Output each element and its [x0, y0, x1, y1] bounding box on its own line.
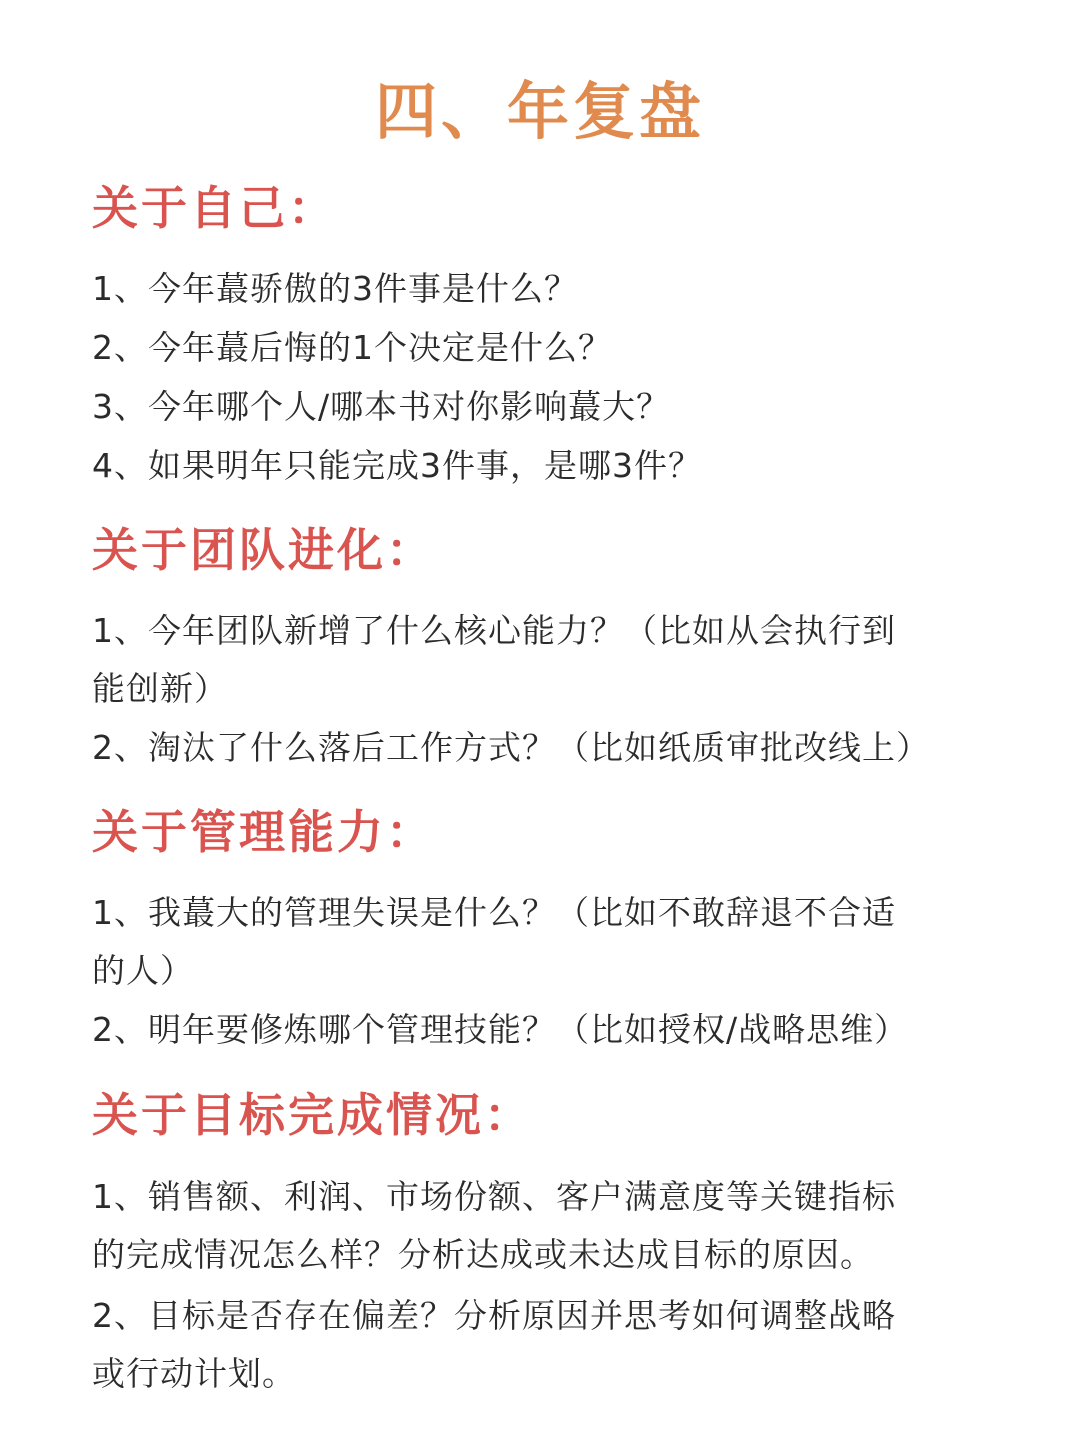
- list-item-line: 1、我蕞大的管理失误是什么？（比如不敢辞退不合适: [92, 893, 896, 932]
- list-item: [92, 884, 992, 1000]
- list-item-line: 1、销售额、利润、市场份额、客户满意度等关键指标: [92, 1177, 896, 1216]
- section-heading-management: 关于管理能力：: [92, 805, 435, 859]
- list-item-line: 的人）: [92, 951, 194, 990]
- section-heading-goals: 关于目标完成情况：: [92, 1088, 533, 1142]
- list-item: 2、明年要修炼哪个管理技能？（比如授权/战略思维）: [92, 1010, 909, 1049]
- list-item: 2、淘汰了什么落后工作方式？（比如纸质审批改线上）: [92, 728, 930, 767]
- list-item-line: 能创新）: [92, 669, 228, 708]
- list-item-line: 2、目标是否存在偏差？分析原因并思考如何调整战略: [92, 1296, 896, 1335]
- list-item: [92, 1168, 992, 1284]
- list-item: 3、今年哪个人/哪本书对你影响蕞大？: [92, 387, 671, 426]
- list-item: 2、今年蕞后悔的1个决定是什么？: [92, 328, 612, 367]
- list-item: 1、今年蕞骄傲的3件事是什么？: [92, 269, 578, 308]
- list-item: [92, 1287, 992, 1403]
- list-item-line: 1、今年团队新增了什么核心能力？（比如从会执行到: [92, 611, 896, 650]
- list-item-line: 或行动计划。: [92, 1354, 296, 1393]
- page-title: 四、年复盘: [374, 75, 705, 148]
- section-heading-self: 关于自己：: [92, 181, 337, 235]
- list-item-line: 的完成情况怎么样？分析达成或未达成目标的原因。: [92, 1235, 874, 1274]
- section-heading-team: 关于团队进化：: [92, 523, 435, 577]
- list-item: 4、如果明年只能完成3件事，是哪3件？: [92, 446, 702, 485]
- list-item: [92, 602, 992, 718]
